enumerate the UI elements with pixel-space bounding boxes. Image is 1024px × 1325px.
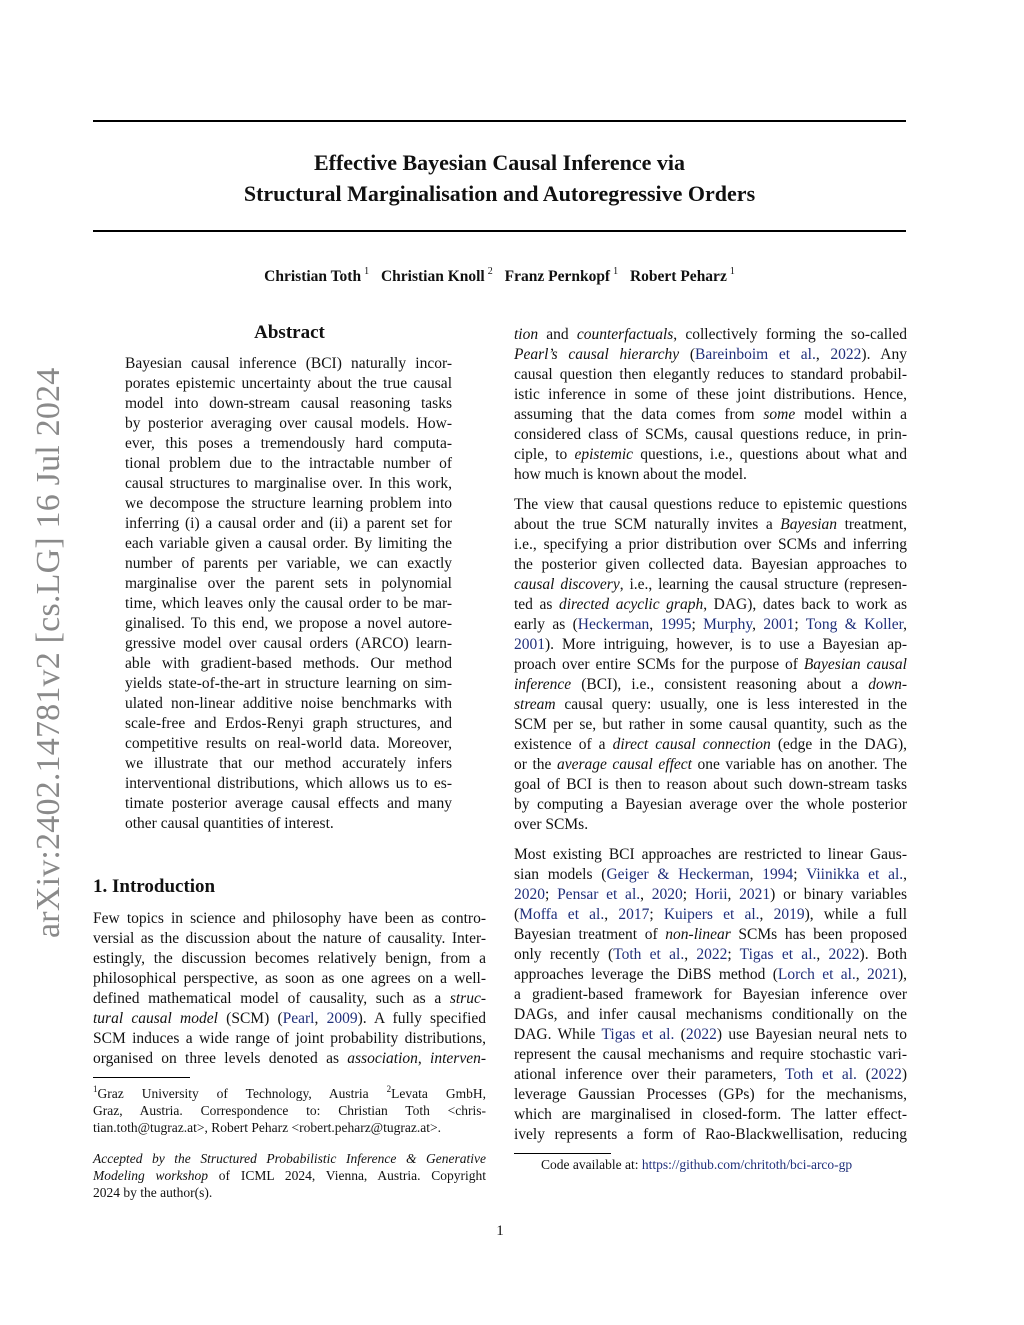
author: Robert Peharz $^1$ xyxy=(629,266,735,285)
citation-link[interactable]: Pearl xyxy=(282,1010,315,1027)
abstract-line: we decompose the structure learning problem into xyxy=(125,495,452,512)
citation-link[interactable]: Pensar et al. xyxy=(557,886,641,903)
title-top-rule xyxy=(93,120,906,122)
arxiv-identifier[interactable]: arXiv:2402.14781v2 [cs.LG] 16 Jul 2024 xyxy=(30,367,67,938)
title-line-2: Structural Marginalisation and Autoregressive Orders xyxy=(243,181,756,206)
paragraph: Most existing BCI approaches are restricted to linear Gaus- sian models (Geiger & Heckerman, 1994; Viinikka et al., 2020; Pensar et al., 2020; Horii, 2021) or binary variables (Moffa et al., 2017; Kuipers et al., 2019), while a full Bayesian treatment of non-linear SCMs has been proposed only recently (Toth et al., 2022; Tigas et al., 2022). Both approaches leverage the DiBS method (Lorch et al., 2021), a gradient-based framework for Bayesian inference over DAGs, and infer causal mechanisms conditionally on the DAG. While Tigas et al. (2022) use Bayesian neural nets to represent the causal mechanisms and require stochastic vari- ational inference over their parameters, Toth et al. (2022) leverage Gaussian Processes (GPs) for the mechanisms, which are marginalised in closed-form. The latter effect- ively represents a form of Rao-Blackwellisation, reducing xyxy=(514,846,908,1143)
abstract-line: by posterior averaging over causal models. How- xyxy=(125,415,452,432)
footnote-rule xyxy=(93,1077,190,1078)
abstract-line: timate posterior average causal effects and many xyxy=(125,795,452,812)
citation-link[interactable]: 2021 xyxy=(866,966,898,983)
abstract-line: ever, this poses a tremendously hard computa- xyxy=(125,435,452,452)
code-footnote-rule xyxy=(514,1153,611,1154)
section-heading-introduction: 1. Introduction xyxy=(93,876,216,897)
abstract-line: ulated non-linear additive noise benchmarks with xyxy=(125,695,452,712)
citation-link[interactable]: 2001 xyxy=(763,616,795,633)
abstract-heading: Abstract xyxy=(254,322,325,343)
citation-link[interactable]: Horii xyxy=(694,886,728,903)
paragraph: tion and counterfactuals, collectively forming the so-called Pearl’s causal hierarchy (Bareinboim et al., 2022). Any causal question then elegantly reduces to standard probabil- istic inference in some of these joint distributions. Hence, assuming that the data comes from some model within a considered class of SCMs, causal questions reduce, in prin- ciple, to epistemic questions, i.e., questions about what and how much is known about the model. xyxy=(514,326,907,483)
citation-link[interactable]: Moffa et al. xyxy=(519,906,605,923)
abstract-line: we illustrate that our method accurately infers xyxy=(125,755,452,772)
citation-link[interactable]: 2020 xyxy=(651,886,683,903)
intro-line: defined mathematical model of causality, such as a struc- xyxy=(93,990,486,1007)
abstract-line: able with gradient-based methods. Our method xyxy=(125,655,452,672)
citation-link[interactable]: 2009 xyxy=(326,1010,358,1027)
author: Franz Pernkopf $^1$ xyxy=(504,266,619,285)
citation-link[interactable]: 2017 xyxy=(618,906,650,923)
abstract-line: interventional distributions, which allows us to es- xyxy=(125,775,452,792)
intro-line: SCM induces a wide range of joint probability distributions, xyxy=(93,1030,486,1047)
citation-link[interactable]: Tong & Koller xyxy=(805,616,904,633)
citation-link[interactable]: Tigas et al. xyxy=(739,946,817,963)
code-repository-link[interactable]: https://github.com/chritoth/bci-arco-gp xyxy=(641,1157,853,1172)
citation-link[interactable]: 2001 xyxy=(514,636,545,653)
abstract-line: scale-free and Erdos-Renyi graph structures, and xyxy=(125,715,452,732)
author: Christian Knoll $^2$ xyxy=(380,266,493,285)
abstract-line: model into down-stream causal reasoning tasks xyxy=(125,395,452,412)
citation-link[interactable]: Heckerman xyxy=(577,616,650,633)
page-number: 1 xyxy=(496,1223,504,1239)
author: Christian Toth $^1$ xyxy=(264,266,370,285)
intro-line: organised on three levels denoted as association, interven- xyxy=(93,1050,486,1067)
abstract-body xyxy=(125,354,452,834)
abstract-line: number of parents per variable, we can exactly xyxy=(125,555,452,572)
abstract-line: causal structures to marginalise over. In this work, xyxy=(125,475,452,492)
intro-line: versial as the discussion about the nature of causality. Inter- xyxy=(93,930,486,947)
citation-link[interactable]: Tigas et al. xyxy=(601,1026,675,1043)
citation-link[interactable]: 2022 xyxy=(685,1026,717,1043)
citation-link[interactable]: Murphy xyxy=(703,616,753,633)
abstract-line: Bayesian causal inference (BCI) naturally incor- xyxy=(125,355,452,372)
citation-link[interactable]: Lorch et al. xyxy=(777,966,856,983)
citation-link[interactable]: Toth et al. xyxy=(613,946,685,963)
citation-link[interactable]: Kuipers et al. xyxy=(663,906,760,923)
code-availability-note: Code available at: https://github.com/chritoth/bci-arco-gp xyxy=(541,1157,853,1172)
intro-line: tural causal model (SCM) (Pearl, 2009). A fully specified xyxy=(93,1010,487,1027)
citation-link[interactable]: Geiger & Heckerman xyxy=(606,866,750,883)
paragraph: The view that causal questions reduce to epistemic questions about the true SCM naturally invites a Bayesian treatment, i.e., specifying a prior distribution over SCMs and inferring the posterior given collected data. Bayesian approaches to causal discovery, i.e., learning the causal structure (represen- ted as directed acyclic graph, DAG), dates back to work as early as (Heckerman, 1995; Murphy, 2001; Tong & Koller, 2001). More intriguing, however, is to use a Bayesian ap- proach over entire SCMs for the purpose of Bayesian causal inference (BCI), i.e., consistent reasoning about a down- stream causal query: usually, one is less interested in the SCM per se, but rather in some causal quantity, such as the existence of a direct causal connection (edge in the DAG), or the average causal effect one variable has on another. The goal of BCI is then to reason about such down-stream tasks by computing a Bayesian average over the whole posterior over SCMs. xyxy=(514,496,908,833)
abstract-line: each variable given a causal order. By limiting the xyxy=(125,535,452,552)
abstract-line: other causal quantities of interest. xyxy=(125,815,334,832)
citation-link[interactable]: 2022 xyxy=(830,346,862,363)
abstract-line: ginalised. To this end, we propose a novel autore- xyxy=(125,615,452,632)
citation-link[interactable]: 1995 xyxy=(660,616,692,633)
intro-line: estingly, the discussion becomes relatively benign, from a xyxy=(93,950,486,967)
right-column xyxy=(514,325,907,1155)
abstract-line: porates epistemic uncertainty about the true causal xyxy=(125,375,452,392)
abstract-line: marginalise over the parent sets in polynomial xyxy=(125,575,452,592)
citation-link[interactable]: 1994 xyxy=(762,866,794,883)
paper-title xyxy=(93,147,906,209)
intro-line: philosophical perspective, as soon as one agrees on a well- xyxy=(93,970,486,987)
citation-link[interactable]: 2019 xyxy=(773,906,805,923)
citation-link[interactable]: 2022 xyxy=(870,1066,902,1083)
abstract-line: competitive results on real-world data. Moreover, xyxy=(125,735,452,752)
abstract-line: inferring (i) a causal order and (ii) a parent set for xyxy=(125,515,452,532)
citation-link[interactable]: 2020 xyxy=(514,886,545,903)
citation-link[interactable]: Viinikka et al. xyxy=(806,866,904,883)
abstract-line: gressive model over causal orders (ARCO) learn- xyxy=(125,635,452,652)
title-line-1: Effective Bayesian Causal Inference via xyxy=(313,150,686,175)
affiliation-footnote: $^1$Graz University of Technology, Austria $^2$Levata GmbH, Graz, Austria. Correspondence to: Christian Toth <chris- tian.toth@tugraz.at>, Robert Peharz <robert.peharz@tugraz.at>. xyxy=(93,1084,486,1135)
acceptance-note: Accepted by the Structured Probabilistic Inference & Generative Modeling workshop of ICML 2024, Vienna, Austria. Copyright 2024 by the author(s). xyxy=(93,1151,486,1200)
citation-link[interactable]: 2022 xyxy=(828,946,860,963)
citation-link[interactable]: Toth et al. xyxy=(785,1066,857,1083)
abstract-line: time, which leaves only the causal order to be mar- xyxy=(125,595,452,612)
abstract-line: tional problem due to the intractable number of xyxy=(125,455,452,472)
citation-link[interactable]: 2022 xyxy=(696,946,728,963)
citation-link[interactable]: Bareinboim et al. xyxy=(695,346,816,363)
intro-line: Few topics in science and philosophy have been as contro- xyxy=(93,910,486,927)
abstract-line: yields state-of-the-art in structure learning on sim- xyxy=(125,675,452,692)
citation-link[interactable]: 2021 xyxy=(739,886,771,903)
author-list xyxy=(93,266,906,286)
title-bottom-rule xyxy=(93,230,906,232)
introduction-body xyxy=(93,909,486,1069)
